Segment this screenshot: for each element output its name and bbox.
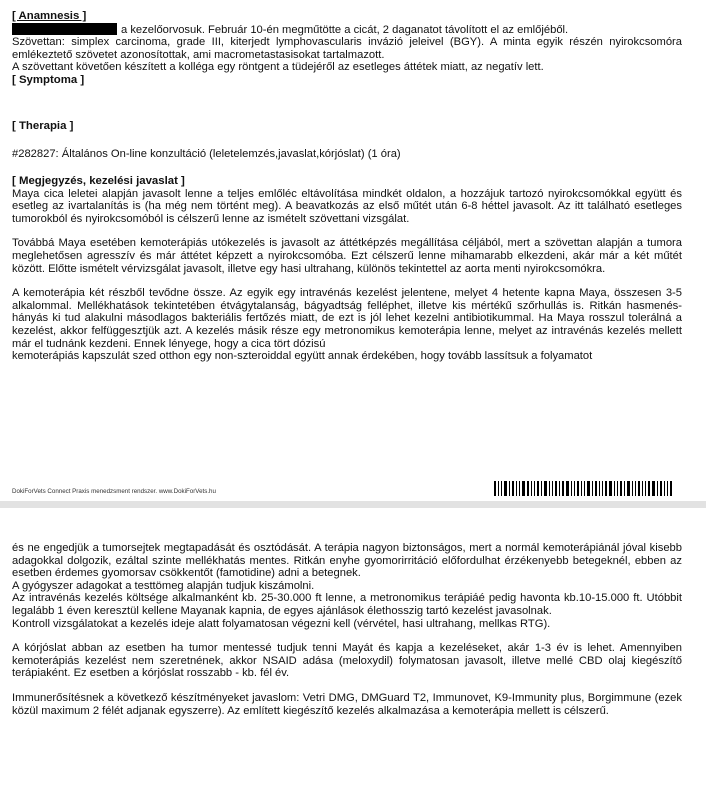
barcode-bar [620,481,622,496]
barcode-bar [617,481,618,496]
therapia-item: #282827: Általános On-line konzultáció (leletelemzés,javaslat,kórjóslat) (1 óra) [12,148,401,160]
symptoma-heading: [ Symptoma ] [12,73,85,86]
document-page-2 [0,508,706,792]
barcode-bar [642,481,643,496]
barcode-bar [667,481,668,496]
megjegyzes-paragraph-1: Maya cica leletei alapján javasolt lenne a teljes emlőléc eltávolítása mindkét oldalon, a hozzájuk tartozó nyirokcsomókkal együtt és esetleg az ivartalanítás is (ha még nem történt meg). A beavatkozás az első műtét után 6-8 héttel javasolt. Az itt található esetleges tumorokból és nyirokcsomóból is célszerű lenne az ismételt szövettani vizsgálat. [12,187,682,225]
barcode-bar [574,481,575,496]
barcode-bar [664,481,665,496]
megjegyzes-paragraph-3-end: kemoterápiás kapszulát szed otthon egy non-szteroiddal együtt annak érdekében, hogy tovább lassítsuk a folyamatot [12,350,593,363]
barcode-bar [635,481,636,496]
barcode-bar [519,481,520,496]
barcode-bar [587,481,590,496]
anamnesis-heading: [ Anamnesis ] [12,10,87,22]
footer-text: DokiForVets Connect Praxis menedzsment rendszer. www.DokiForVets.hu [12,488,216,495]
anamnesis-line-3: A szövettant követően készített a kolléga egy röntgent a tüdejéről az esetleges áttétek miatt, az negatív lett. [12,61,544,74]
barcode-bar [592,481,593,496]
barcode-bar [494,481,496,496]
barcode-bar [501,481,502,496]
barcode [494,481,706,496]
redacted-name-block [12,23,117,35]
barcode-bar [632,481,633,496]
page2-paragraph-3: Az intravénás kezelés költsége alkalmanként kb. 25-30.000 ft lenne, a metronomikus terápiáé pedig havonta kb.10-15.000 ft. Utóbbit legalább 1 éven keresztül kellene Mayanak kapnia, de egyes ajánlások élethosszig tartó kezelést javasolnak. [12,592,682,617]
megjegyzes-paragraph-2: Továbbá Maya esetében kemoterápiás utókezelés is javasolt az áttétképzés megállítása céljából, mert a szövettan alapján a tumora meglehetősen agresszív és már áttétet képzett a nyirokcsomóba. Ezt célszerű lenne mihamarabb elkezdeni, akár már a két műtét között. Előtte ismételt vérvizsgálat javasolt, illetve egy hasi ultrahang, különös tekintettel az aorta menti nyirokcsomókra. [12,237,682,275]
barcode-bar [645,481,646,496]
barcode-bar [555,481,557,496]
barcode-bar [648,481,650,496]
page2-paragraph-2: A gyógyszer adagokat a testtömeg alapján tudjuk kiszámolni. [12,579,315,592]
barcode-bar [605,481,607,496]
barcode-bar [527,481,529,496]
page2-paragraph-5: A kórjóslat abban az esetben ha tumor mentessé tudjuk tenni Mayát és kapja a kezeléseket, akár 1-3 év is lehet. Amennyiben kemoterápiás kezelést nem szeretnének, akkor NSAID adása (meloxydil) folymatosan javasolt, illetve mellé CBD olaj kiegészítő terápiaként. Ez esetben a kórjóslat rosszabb - kb. fél év. [12,642,682,680]
barcode-bar [562,481,564,496]
barcode-bar [504,481,507,496]
barcode-bar [552,481,553,496]
anamnesis-section [12,10,682,87]
barcode-bar [624,481,625,496]
barcode-bar [541,481,542,496]
barcode-bar [522,481,525,496]
barcode-bar [498,481,499,496]
page-separator [0,501,706,508]
barcode-bar [577,481,579,496]
barcode-bar [534,481,535,496]
barcode-bar [544,481,547,496]
page2-content [12,542,682,717]
barcode-bar [595,481,597,496]
barcode-bar [559,481,560,496]
barcode-bar [549,481,550,496]
barcode-bar [571,481,572,496]
barcode-bar [602,481,603,496]
barcode-bar [581,481,582,496]
barcode-bar [584,481,585,496]
barcode-bar [512,481,514,496]
barcode-bar [652,481,655,496]
barcode-bar [537,481,539,496]
barcode-bar [531,481,532,496]
anamnesis-line-2: Szövettan: simplex carcinoma, grade III, kiterjedt lymphovascularis invázió jeleivel (BGY). A minta egyik részén nyirokcsomóra emlékeztető szövetet azonosítottak, ami macrometastasisokat tartalmazott. [12,36,682,61]
barcode-bar [516,481,517,496]
barcode-bar [638,481,640,496]
barcode-bar [660,481,662,496]
page2-paragraph-4: Kontroll vizsgálatokat a kezelés ideje alatt folyamatosan végezni kell (vérvétel, hasi ultrahang, mellkas RTG). [12,617,551,630]
barcode-bar [627,481,630,496]
megjegyzes-section [12,175,682,363]
barcode-bar [509,481,510,496]
barcode-bar [657,481,658,496]
therapia-item-wrap [12,148,682,161]
megjegyzes-heading: [ Megjegyzés, kezelési javaslat ] [12,175,185,187]
barcode-bar [609,481,612,496]
barcode-bar [670,481,672,496]
barcode-bar [599,481,600,496]
therapia-section [12,120,682,133]
barcode-bar [566,481,569,496]
barcode-bar [614,481,615,496]
therapia-heading: [ Therapia ] [12,120,74,132]
page2-paragraph-1: és ne engedjük a tumorsejtek megtapadását és osztódását. A terápia nagyon biztonságos, mert a normál kemoterápiánál jóval kisebb adagokkal dolgozik, ezáltal szinte mellékhatás mentes. Ritkán enyhe gyomorirritáció előfordulhat érzékenyebb betegeknél, ebben az esetben érdemes gyomorsav csökkentőt (famotidine) adni a betegnek. [12,542,682,580]
anamnesis-line-1: a kezelőorvosuk. Február 10-én megműtötte a cicát, 2 daganatot távolított el az emlőjéből. [12,23,682,37]
megjegyzes-paragraph-3: A kemoterápia két részből tevődne össze. Az egyik egy intravénás kezelést jelentene, melyet 4 hetente kapna Maya, összesen 3-5 alkalommal. Mellékhatások tekintetében étvágytalanság, bágyadtság felléphet, illetve kis mértékű szőrhullás is. Ritkán hasmenés-hányás ki tud alakulni másodlagos bakteriális fertőzés miatt, de ezt is jól lehet kezelni antibiotikummal. Ha Maya rosszul tolerálná a kezelést, akkor felfüggesztjük azt. A kezelés másik része egy metronomikus kemoterápia lenne, melyet az intravénás kezelés mellett már el tudnánk kezdeni. Ennek lényege, hogy a cica tört dózisú [12,287,682,350]
page2-paragraph-6: Immunerősítésnek a következő készítményeket javaslom: Vetri DMG, DMGuard T2, Immunovet, K9-Immunity plus, Borgimmune (ezek közül maximum 2 félét adjanak egyszerre). Az említett kiegészítő kezelés alkalmazása a kemoterápia mellett is célszerű. [12,691,682,717]
